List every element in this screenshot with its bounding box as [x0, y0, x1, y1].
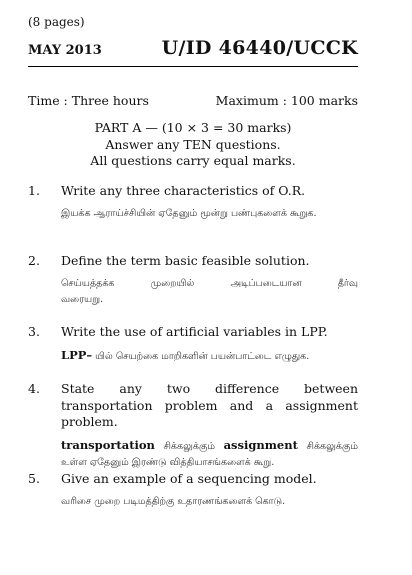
term-lpp: LPP– — [61, 347, 93, 362]
part-title: PART A — (10 × 3 = 30 marks) — [94, 120, 292, 135]
question-text-en: Write the use of artificial variables in LPP. — [61, 324, 328, 339]
maximum-marks: Maximum : 100 marks — [215, 93, 358, 108]
instruction-answer: Answer any TEN questions. — [105, 136, 281, 152]
question-4 — [28, 381, 358, 471]
question-number: 4. — [28, 381, 40, 396]
term-transportation: transportation — [61, 437, 155, 452]
question-number: 2. — [28, 253, 40, 268]
header-rule — [28, 66, 358, 67]
question-number: 1. — [28, 183, 40, 198]
exam-date: MAY 2013 — [28, 43, 102, 58]
question-text-ta-line-2: வரையறு. — [61, 293, 104, 305]
question-text-ta-mid: சிக்கலுக்கும் — [154, 440, 224, 452]
part-header — [28, 120, 358, 170]
term-assignment: assignment — [223, 437, 298, 452]
paper-code: U/ID 46440/UCCK — [161, 37, 358, 59]
question-text-ta — [61, 347, 358, 365]
question-text-en: Define the term basic feasible solution. — [61, 253, 310, 268]
question-text-en: State any two difference between transportation problem and a assignment problem. — [61, 381, 358, 429]
question-number: 3. — [28, 324, 40, 339]
question-text-ta-rest: யில் செயற்கை மாறிகளின் பயன்பாட்டை எழுதுக. — [92, 350, 310, 362]
question-text-ta: இயக்க ஆராய்ச்சியின் ஏதேனும் மூன்று பண்புகளைக் கூறுக. — [61, 207, 317, 219]
pages-note: (8 pages) — [28, 15, 85, 29]
question-3 — [28, 324, 358, 365]
question-number: 5. — [28, 471, 40, 486]
question-text-ta: வரிசை முறை படிமத்திற்கு உதாரணங்களைக் கொடு. — [61, 495, 286, 507]
question-text-en: Give an example of a sequencing model. — [61, 471, 317, 486]
question-text-ta — [61, 276, 358, 308]
instruction-marks: All questions carry equal marks. — [90, 153, 296, 168]
question-text-en: Write any three characteristics of O.R. — [61, 183, 306, 198]
duration: Time : Three hours — [28, 93, 149, 108]
question-5 — [28, 471, 358, 510]
question-text-ta — [61, 437, 358, 471]
question-1 — [28, 183, 358, 222]
question-text-ta-line-1: செய்யத்தக்க முறையில் அடிப்படையான தீர்வு — [61, 277, 358, 289]
question-text-ta-rest: சிக்கலுக்கும் உள்ள ஏதேனும் இரண்டு வித்தியாசங்களைக் கூறு. — [61, 440, 358, 468]
question-2 — [28, 253, 358, 308]
